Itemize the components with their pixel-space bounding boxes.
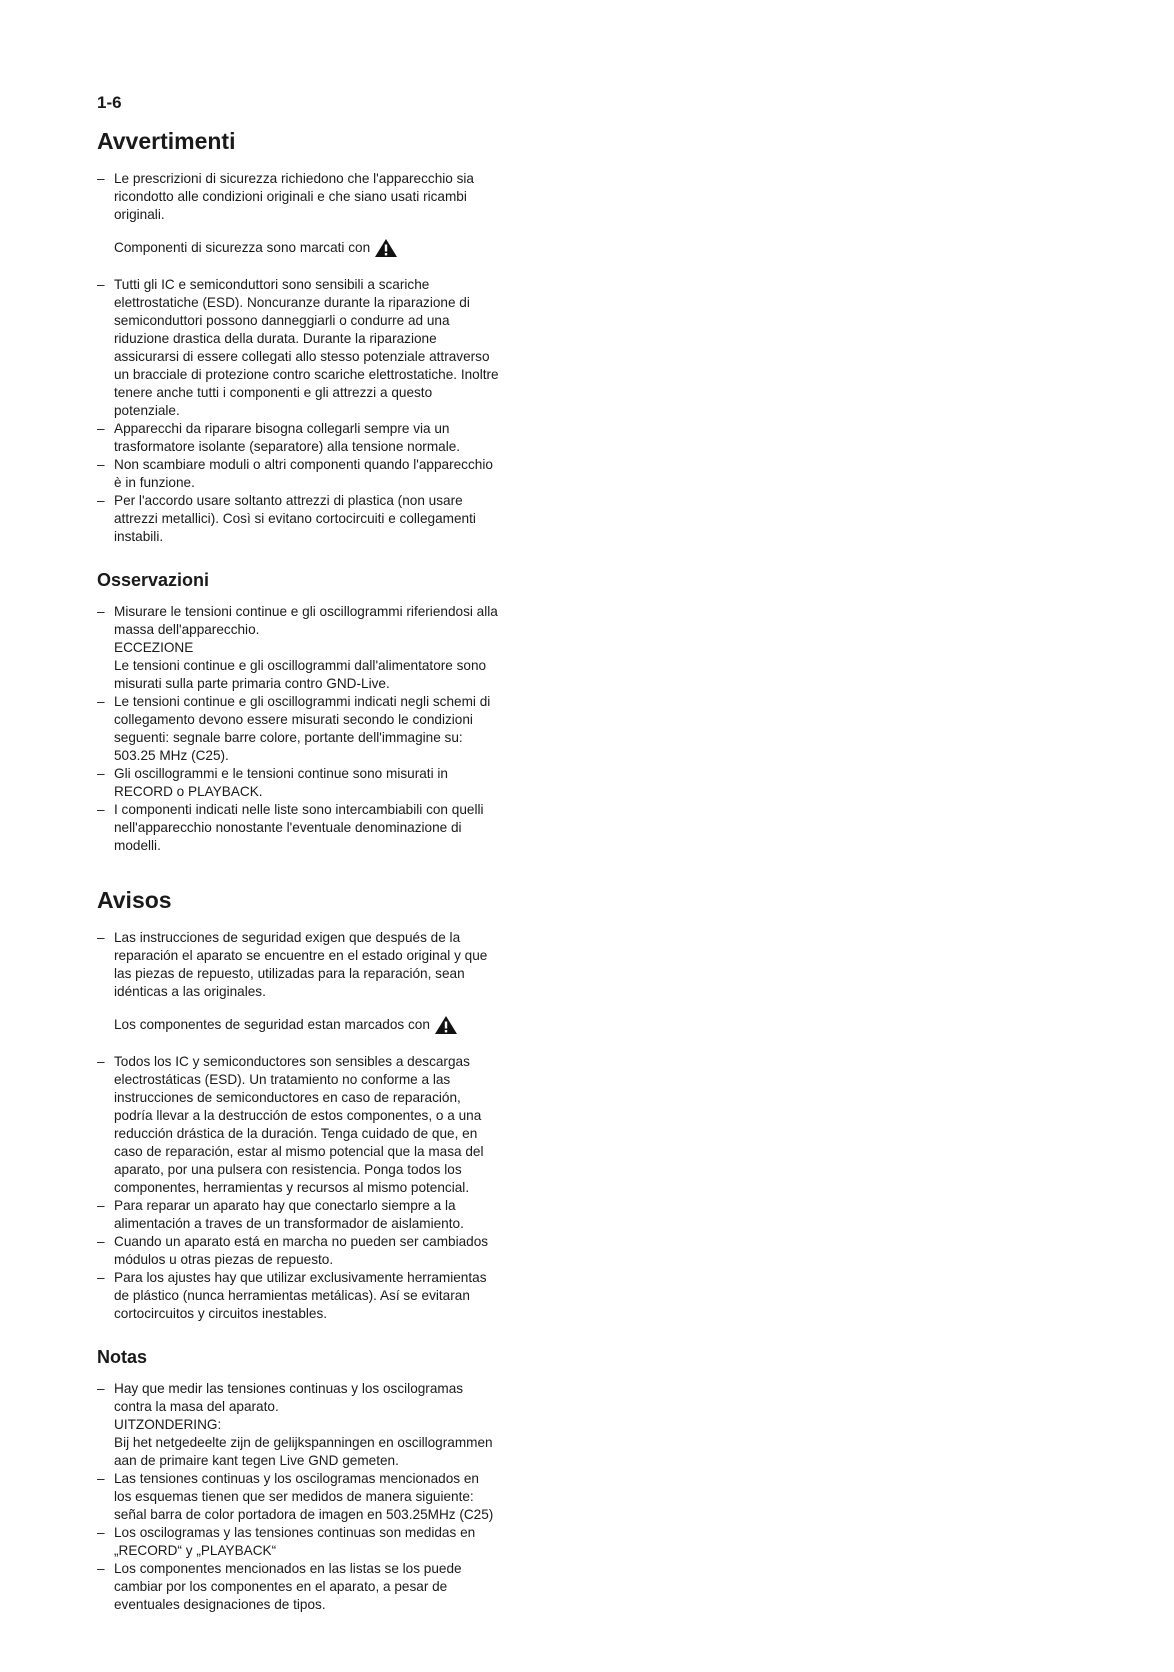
text-line: UITZONDERING:: [114, 1417, 222, 1432]
text-line: nell'apparecchio nonostante l'eventuale denominazione di: [114, 820, 462, 835]
list-item: [97, 1560, 567, 1614]
text-line: instabili.: [114, 529, 164, 544]
text-line: – Apparecchi da riparare bisogna collegarli sempre via un: [114, 421, 450, 436]
text-line: señal barra de color portadora de imagen en 503.25MHz (C25): [114, 1507, 494, 1522]
list-item: [97, 492, 567, 546]
text-line: – Las instrucciones de seguridad exigen que después de la: [114, 930, 461, 945]
text-line: las piezas de repuesto, utilizadas para la reparación, sean: [114, 966, 465, 981]
safety-note-it: [97, 238, 567, 258]
text-line: – Le prescrizioni di sicurezza richiedono che l'apparecchio sia: [114, 171, 474, 186]
text-line: Le tensioni continue e gli oscillogrammi dall'alimentatore sono: [114, 658, 487, 673]
text-line: – Hay que medir las tensiones continuas y los oscilogramas: [114, 1381, 464, 1396]
section-title-notas: Notas: [97, 1347, 148, 1367]
text-line: – Para los ajustes hay que utilizar exclusivamente herramientas: [114, 1270, 487, 1285]
text-line: riduzione drastica della durata. Durante la riparazione: [114, 331, 437, 346]
text-line: ECCEZIONE: [114, 640, 194, 655]
list-item: [97, 1269, 567, 1323]
text-line: podría llevar a la destrucción de estos componentes, o a una: [114, 1108, 482, 1123]
text-line: reparación el aparato se encuentre en el estado original y que: [114, 948, 488, 963]
notas-list: [97, 1380, 567, 1614]
osservazioni-list: [97, 603, 567, 855]
text-line: – Non scambiare moduli o altri componenti quando l'apparecchio: [114, 457, 493, 472]
text-line: aan de primaire kant tegen Live GND gemeten.: [114, 1453, 399, 1468]
text-line: – Para reparar un aparato hay que conectarlo siempre a la: [114, 1198, 456, 1213]
text-line: RECORD o PLAYBACK.: [114, 784, 263, 799]
text-line: assicurarsi di essere collegati allo stesso potenziale attraverso: [114, 349, 490, 364]
text-line: contra la masa del aparato.: [114, 1399, 279, 1414]
list-item: [97, 170, 567, 224]
text-line: electrostáticas (ESD). Un tratamiento no conforme a las: [114, 1072, 451, 1087]
avvertimenti-list: [97, 170, 567, 224]
text-line: trasformatore isolante (separatore) alla tensione normale.: [114, 439, 461, 454]
text-line: semiconduttori possono danneggiarli o condurre ad una: [114, 313, 450, 328]
text-line: reducción drástica de la duración. Tenga cuidado de que, en: [114, 1126, 478, 1141]
list-item: [97, 1197, 567, 1233]
section-title-avvertimenti: Avvertimenti: [97, 128, 236, 154]
list-item: [97, 1524, 567, 1560]
safety-note-text: Componenti di sicurezza sono marcati con: [114, 240, 371, 255]
text-column: [97, 126, 567, 1614]
text-line: elettrostatiche (ESD). Noncuranze durante la riparazione di: [114, 295, 470, 310]
avisos-list: [97, 929, 567, 1001]
text-line: – Los componentes mencionados en las listas se los puede: [114, 1561, 462, 1576]
text-line: è in funzione.: [114, 475, 195, 490]
text-line: „RECORD“ y „PLAYBACK“: [114, 1543, 277, 1558]
text-line: – Las tensiones continuas y los oscilogramas mencionados en: [114, 1471, 479, 1486]
text-line: aparato, por una pulsera con resistencia. Ponga todos los: [114, 1162, 462, 1177]
text-line: – Todos los IC y semiconductores son sensibles a descargas: [114, 1054, 470, 1069]
text-line: – Per l'accordo usare soltanto attrezzi di plastica (non usare: [114, 493, 463, 508]
text-line: misurati sulla parte primaria contro GND-Live.: [114, 676, 390, 691]
list-item: [97, 603, 567, 693]
section-title-osservazioni: Osservazioni: [97, 570, 210, 590]
list-item: [97, 693, 567, 765]
text-line: collegamento devono essere misurati secondo le condizioni: [114, 712, 473, 727]
section-title-avisos: Avisos: [97, 887, 172, 913]
list-item: [97, 765, 567, 801]
text-line: – I componenti indicati nelle liste sono intercambiabili con quelli: [114, 802, 484, 817]
safety-note-es: [97, 1015, 567, 1035]
text-line: – Le tensioni continue e gli oscillogrammi indicati negli schemi di: [114, 694, 491, 709]
avvertimenti-list-2: [97, 276, 567, 546]
text-line: los esquemas tienen que ser medidos de manera siguiente:: [114, 1489, 474, 1504]
text-line: de plástico (nunca herramientas metálicas). Así se evitaran: [114, 1288, 470, 1303]
text-line: seguenti: segnale barre colore, portante dell'immagine su:: [114, 730, 463, 745]
text-line: cambiar por los componentes en el aparato, a pesar de: [114, 1579, 448, 1594]
safety-note-text: Los componentes de seguridad estan marcados con: [114, 1017, 430, 1032]
text-line: cortocircuitos y circuitos inestables.: [114, 1306, 328, 1321]
list-item: [97, 929, 567, 1001]
text-line: originali.: [114, 207, 165, 222]
list-item: [97, 420, 567, 456]
warning-triangle-icon: [434, 1015, 458, 1035]
text-line: idénticas a las originales.: [114, 984, 266, 999]
text-line: – Misurare le tensioni continue e gli oscillogrammi riferiendosi alla: [114, 604, 498, 619]
text-line: un bracciale di protezione contro scariche elettrostatiche. Inoltre: [114, 367, 499, 382]
avisos-list-2: [97, 1053, 567, 1323]
text-line: alimentación a traves de un transformador de aislamiento.: [114, 1216, 464, 1231]
list-item: [97, 276, 567, 420]
warning-triangle-icon: [374, 238, 398, 258]
list-item: [97, 456, 567, 492]
text-line: potenziale.: [114, 403, 180, 418]
text-line: – Gli oscillogrammi e le tensioni continue sono misurati in: [114, 766, 448, 781]
list-item: [97, 1053, 567, 1197]
text-line: attrezzi metallici). Così si evitano cortocircuiti e collegamenti: [114, 511, 476, 526]
text-line: instrucciones de semiconductores en caso de reparación,: [114, 1090, 461, 1105]
text-line: – Cuando un aparato está en marcha no pueden ser cambiados: [114, 1234, 489, 1249]
text-line: caso de reparación, estar al mismo potencial que la masa del: [114, 1144, 484, 1159]
text-line: eventuales designaciones de tipos.: [114, 1597, 326, 1612]
text-line: Bij het netgedeelte zijn de gelijkspanningen en oscillogrammen: [114, 1435, 493, 1450]
page-number: 1-6: [97, 93, 122, 112]
list-item: [97, 801, 567, 855]
text-line: modelli.: [114, 838, 161, 853]
text-line: 503.25 MHz (C25).: [114, 748, 229, 763]
text-line: – Los oscilogramas y las tensiones continuas son medidas en: [114, 1525, 476, 1540]
text-line: ricondotto alle condizioni originali e che siano usati ricambi: [114, 189, 467, 204]
text-line: massa dell'apparecchio.: [114, 622, 260, 637]
text-line: componentes, herramientas y recursos al mismo potencial.: [114, 1180, 470, 1195]
text-line: – Tutti gli IC e semiconduttori sono sensibili a scariche: [114, 277, 430, 292]
text-line: tenere anche tutti i componenti e gli attrezzi a questo: [114, 385, 433, 400]
list-item: [97, 1233, 567, 1269]
text-line: módulos u otras piezas de repuesto.: [114, 1252, 334, 1267]
list-item: [97, 1470, 567, 1524]
list-item: [97, 1380, 567, 1470]
